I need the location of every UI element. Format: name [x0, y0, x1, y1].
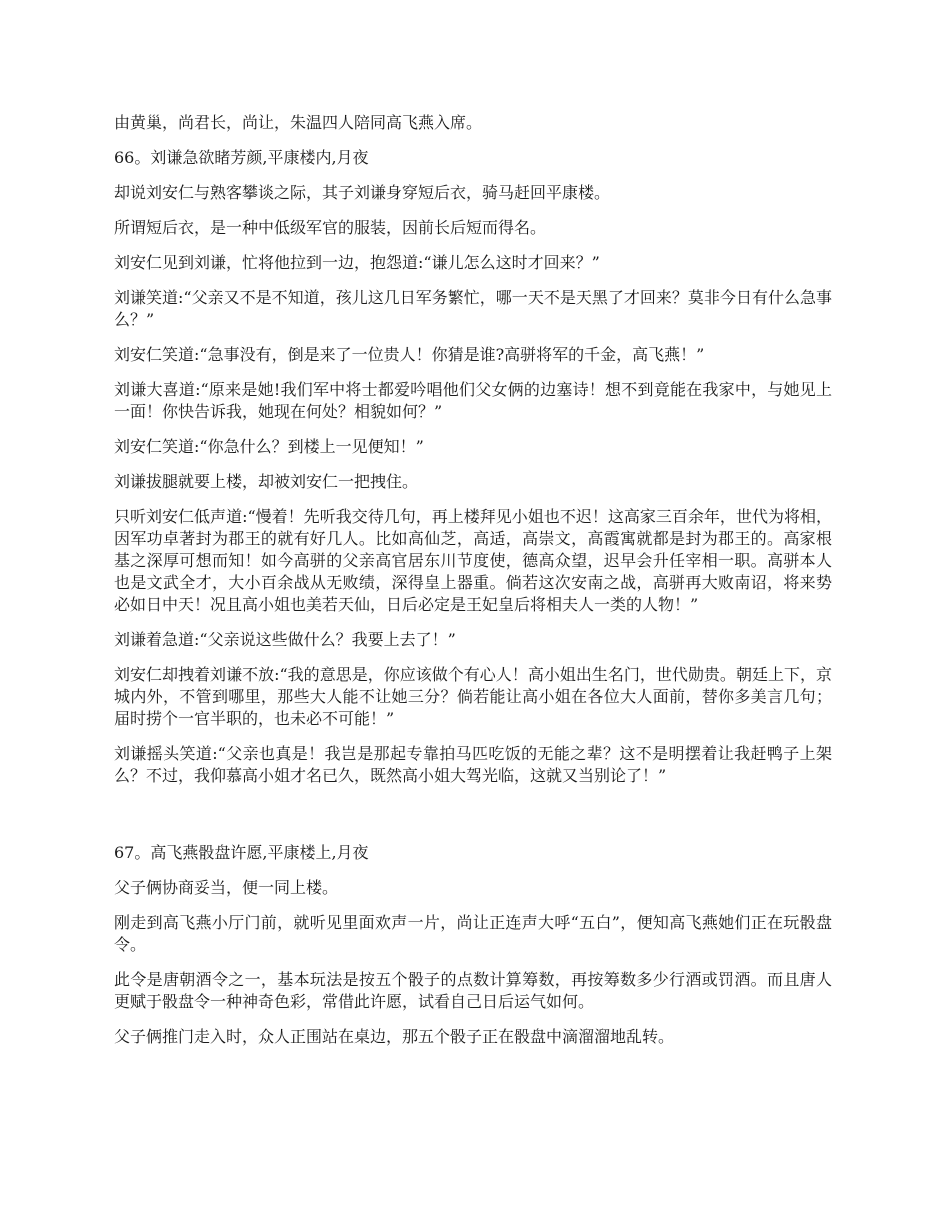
paragraph: 父子俩协商妥当，便一同上楼。 [114, 878, 339, 897]
paragraph: 由黄巢，尚君长，尚让，朱温四人陪同高飞燕入席。 [114, 113, 483, 132]
paragraph: 此令是唐朝酒令之一，基本玩法是按五个骰子的点数计算筹数，再按筹数多少行酒或罚酒。而且唐人更赋于骰盘令一种神奇色彩，常借此许愿，试看自己日后运气如何。 [114, 970, 832, 1011]
paragraph: 刘安仁笑道:“急事没有，倒是来了一位贵人！你猜是谁?高骈将军的千金，高飞燕！” [114, 345, 705, 364]
section-heading-66: 66。刘谦急欲睹芳颜,平康楼内,月夜 [114, 148, 369, 167]
section-heading-67: 67。高飞燕骰盘许愿,平康楼上,月夜 [114, 843, 369, 862]
document-page [114, 112, 832, 1061]
paragraph: 刘谦大喜道:“原来是她!我们军中将士都爱吟唱他们父女俩的边塞诗！想不到竟能在我家中，与她见上一面！你快告诉我，她现在何处？相貌如何？” [114, 380, 832, 421]
paragraph: 刘谦笑道:“父亲又不是不知道，孩儿这几日军务繁忙，哪一天不是天黑了才回来？莫非今日有什么急事么？” [114, 288, 832, 329]
paragraph: 刘安仁见到刘谦，忙将他拉到一边，抱怨道:“谦儿怎么这时才回来？” [114, 253, 600, 272]
paragraph: 刘安仁却拽着刘谦不放:“我的意思是，你应该做个有心人！高小姐出生名门，世代勋贵。朝廷上下，京城内外，不管到哪里，那些大人能不让她三分？倘若能让高小姐在各位大人面前，替你多美言几句；届时捞个一官半职的，也未必不可能！” [114, 665, 832, 728]
paragraph: 刘谦着急道:“父亲说这些做什么？我要上去了！” [114, 630, 456, 649]
paragraph: 却说刘安仁与熟客攀谈之际，其子刘谦身穿短后衣，骑马赶回平康楼。 [114, 183, 611, 202]
paragraph: 刘谦摇头笑道:“父亲也真是！我岂是那起专靠拍马匹吃饭的无能之辈？这不是明摆着让我赶鸭子上架么？不过，我仰慕高小姐才名已久，既然高小姐大驾光临，这就又当别论了！” [114, 744, 832, 785]
section-spacer [114, 800, 832, 842]
paragraph: 刘安仁笑道:“你急什么？到楼上一见便知！” [114, 437, 424, 456]
paragraph: 刚走到高飞燕小厅门前，就听见里面欢声一片，尚让正连声大呼“五白”，便知高飞燕她们正在玩骰盘令。 [114, 913, 832, 954]
paragraph: 父子俩推门走入时，众人正围站在桌边，那五个骰子正在骰盘中滴溜溜地乱转。 [114, 1027, 675, 1046]
paragraph: 只听刘安仁低声道:“慢着！先听我交待几句，再上楼拜见小姐也不迟！这高家三百余年，世代为将相，因军功卓著封为郡王的就有好几人。比如高仙芝，高适，高崇文，高霞寓就都是封为郡王的。高家根基之深厚可想而知！如今高骈的父亲高官居东川节度使，德高众望，迟早会升任宰相一职。高骈本人也是文武全才，大小百余战从无败绩，深得皇上器重。倘若这次安南之战，高骈再大败南诏，将来势必如日中天！况且高小姐也美若天仙，日后必定是王妃皇后将相夫人一类的人物！” [114, 507, 832, 614]
paragraph: 所谓短后衣，是一种中低级军官的服装，因前长后短而得名。 [114, 218, 547, 237]
paragraph: 刘谦拔腿就要上楼，却被刘安仁一把拽住。 [114, 472, 419, 491]
